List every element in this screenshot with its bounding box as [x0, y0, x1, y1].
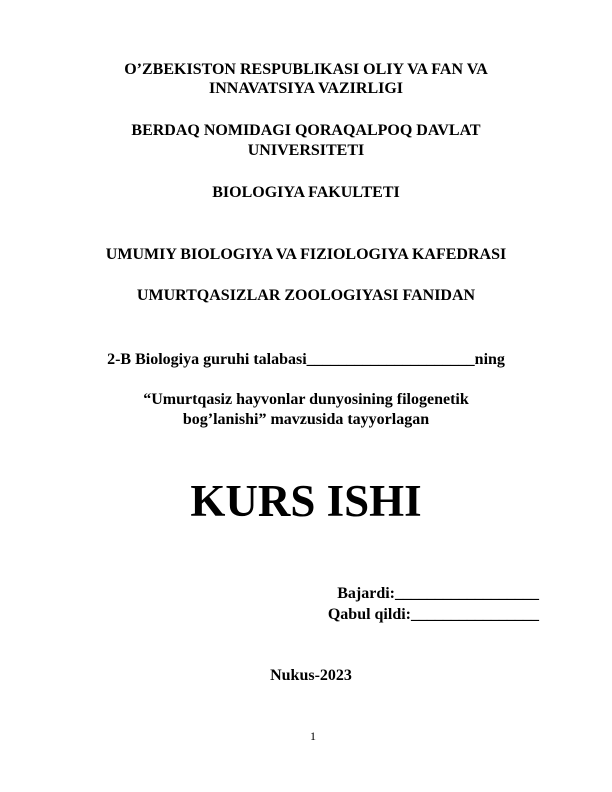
- topic-line-1: “Umurtqasiz hayvonlar dunyosining filogenetik: [143, 391, 469, 408]
- student-line: 2-B Biologiya guruhi talabasi_____________________ning: [107, 351, 505, 368]
- accepted-by-signature-line: Qabul qildi:________________: [327, 606, 539, 623]
- ministry-line-2: INNAVATSIYA VAZIRLIGI: [208, 80, 404, 97]
- faculty-name: BIOLOGIYA FAKULTETI: [212, 184, 400, 201]
- topic-line-2: bog’lanishi” mavzusida tayyorlagan: [182, 411, 430, 428]
- department-name: UMUMIY BIOLOGIYA VA FIZIOLOGIYA KAFEDRASI: [105, 246, 507, 263]
- ministry-line-1: O’ZBEKISTON RESPUBLIKASI OLIY VA FAN VA: [124, 61, 488, 78]
- page-number: 1: [310, 729, 316, 743]
- city-year: Nukus-2023: [270, 667, 352, 684]
- done-by-signature-line: Bajardi:__________________: [337, 585, 539, 602]
- university-line-2: UNIVERSITETI: [247, 142, 365, 159]
- university-line-1: BERDAQ NOMIDAGI QORAQALPOQ DAVLAT: [131, 122, 481, 139]
- document-title: KURS ISHI: [190, 476, 422, 526]
- subject-name: UMURTQASIZLAR ZOOLOGIYASI FANIDAN: [136, 287, 476, 304]
